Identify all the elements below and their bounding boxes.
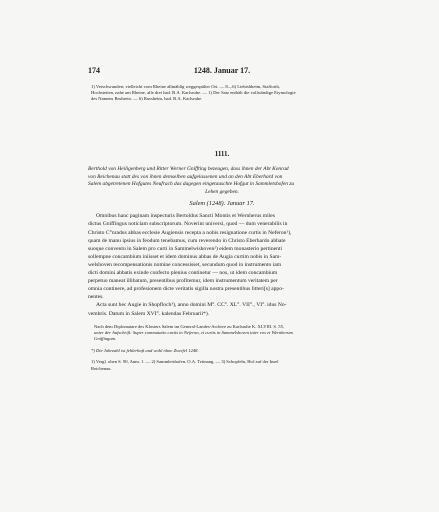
text-line: Christo C°nradus abbas ecclesie Augiensis recepta a nobis resignatione curtis in Neferon¹), [88,229,292,236]
regest-line: Berthold von Heiligenberg und Ritter Werner Gniffting bezeugen, dass ihnen der Abt Konrad [88,166,289,172]
regest-line: von Reichenau statt des von ihnen demselben aufgelassenen und an den Abt Eberhard von [88,173,283,180]
running-title: 1248. Januar 17. [193,66,251,75]
text-line: nentes. [88,294,104,301]
text-line: suoque conventu in Salem pro curti in Sammelwishoven²) eidem monasterio pertinenti [88,245,282,252]
bottom-footnotes [88,348,356,372]
document-number: 1111. [214,150,230,158]
text-line: Omnibus hanc paginam inspecturis Bertoldus Sancti Montis et Wernherus miles [96,213,275,220]
footnote-line: *) Die Jahrzahl ist fehlerhaft und wohl ohne Zweifel 1248. [91,348,199,354]
text-line: quam de manu ipsius in feodum tenebamus, cum reverendo in Christo Eberhardo abbate [88,237,286,244]
footnote-line: des Namens Bruhrein. — 6) Russheim, bad. B.A. Karlsruhe. [91,96,203,101]
text-line: welshoven recompensationis nomine concessisset, secundum quod in instrumento iam [88,261,282,268]
page-content [88,66,356,372]
text-line: Acta sunt hec Augie in Shopfloch³), anno domini M°. CC°. XL°. VII°., VI°. idus No- [96,302,287,309]
footnote-line: Hochstetten, nahe am Rheine, alle drei bad. B.A. Karlsruhe. — 1) Der Satz enthält die vollständige Etymologie [91,90,296,95]
source-line: unter der Aufschrift: Super commutatio curtis in Neferon, et curtis in Sammelshoven inter eos et Wernherum [94,329,293,335]
source-note [88,324,356,343]
text-line: sollempne concambium iniisset et idem dominus abbas de Augia curtim nobis in Sam- [88,253,282,260]
regest-line: Lehen gegeben. [205,188,239,195]
regest-line: Salem abgetretenen Hofgutes Neufrach das dagegen eingetauschte Hofgut in Sammletshofen zu [88,181,295,188]
top-footnotes [88,84,356,102]
charter-text [88,212,356,317]
text-line: omnia continere, ad profesionem dicte veritatis sigilla nostra presentibus litteri[s] appo- [88,286,284,293]
footnote-line: 1) Vergl. oben S. 90, Anm. 1. — 2) Sammletshofen, O.A. Tettnang. — 3) Schopfeln, Hof auf der Insel [91,359,279,365]
regest [88,166,356,196]
text-line: vembris. Datum in Salem XVI°. kalendas Februarii*). [88,310,210,317]
text-line: dicti domini abbatis exinde confecto plenius continetur — nos, ut idem concambium [88,270,278,277]
source-line: Nach dem Diplomatare des Klosters Salem im General-Landes-Archive zu Karlsruhe K. XLVIII. S. 55, [94,323,285,329]
text-line: dictus Gniffingus noticiam subscriptorum. Noverint universi, quod — dum venerabilis in [88,221,288,228]
footnote-line: Reichenau. [91,365,112,371]
text-line: perpetuo maneat illibatum, presentibus profitemur, idem instrumentum veritatem per [88,278,278,285]
page-number: 174 [88,66,100,75]
source-line: Gniffingum. [94,336,117,341]
dateline: Salem (1248). Januar 17. [189,200,255,208]
running-header [88,66,356,78]
footnote-line: 1) Verschwunden; vielleicht vom Rheine allmählig weggespülter Ort. — 8—6) Liebishheim, Stafforth, [91,84,280,89]
